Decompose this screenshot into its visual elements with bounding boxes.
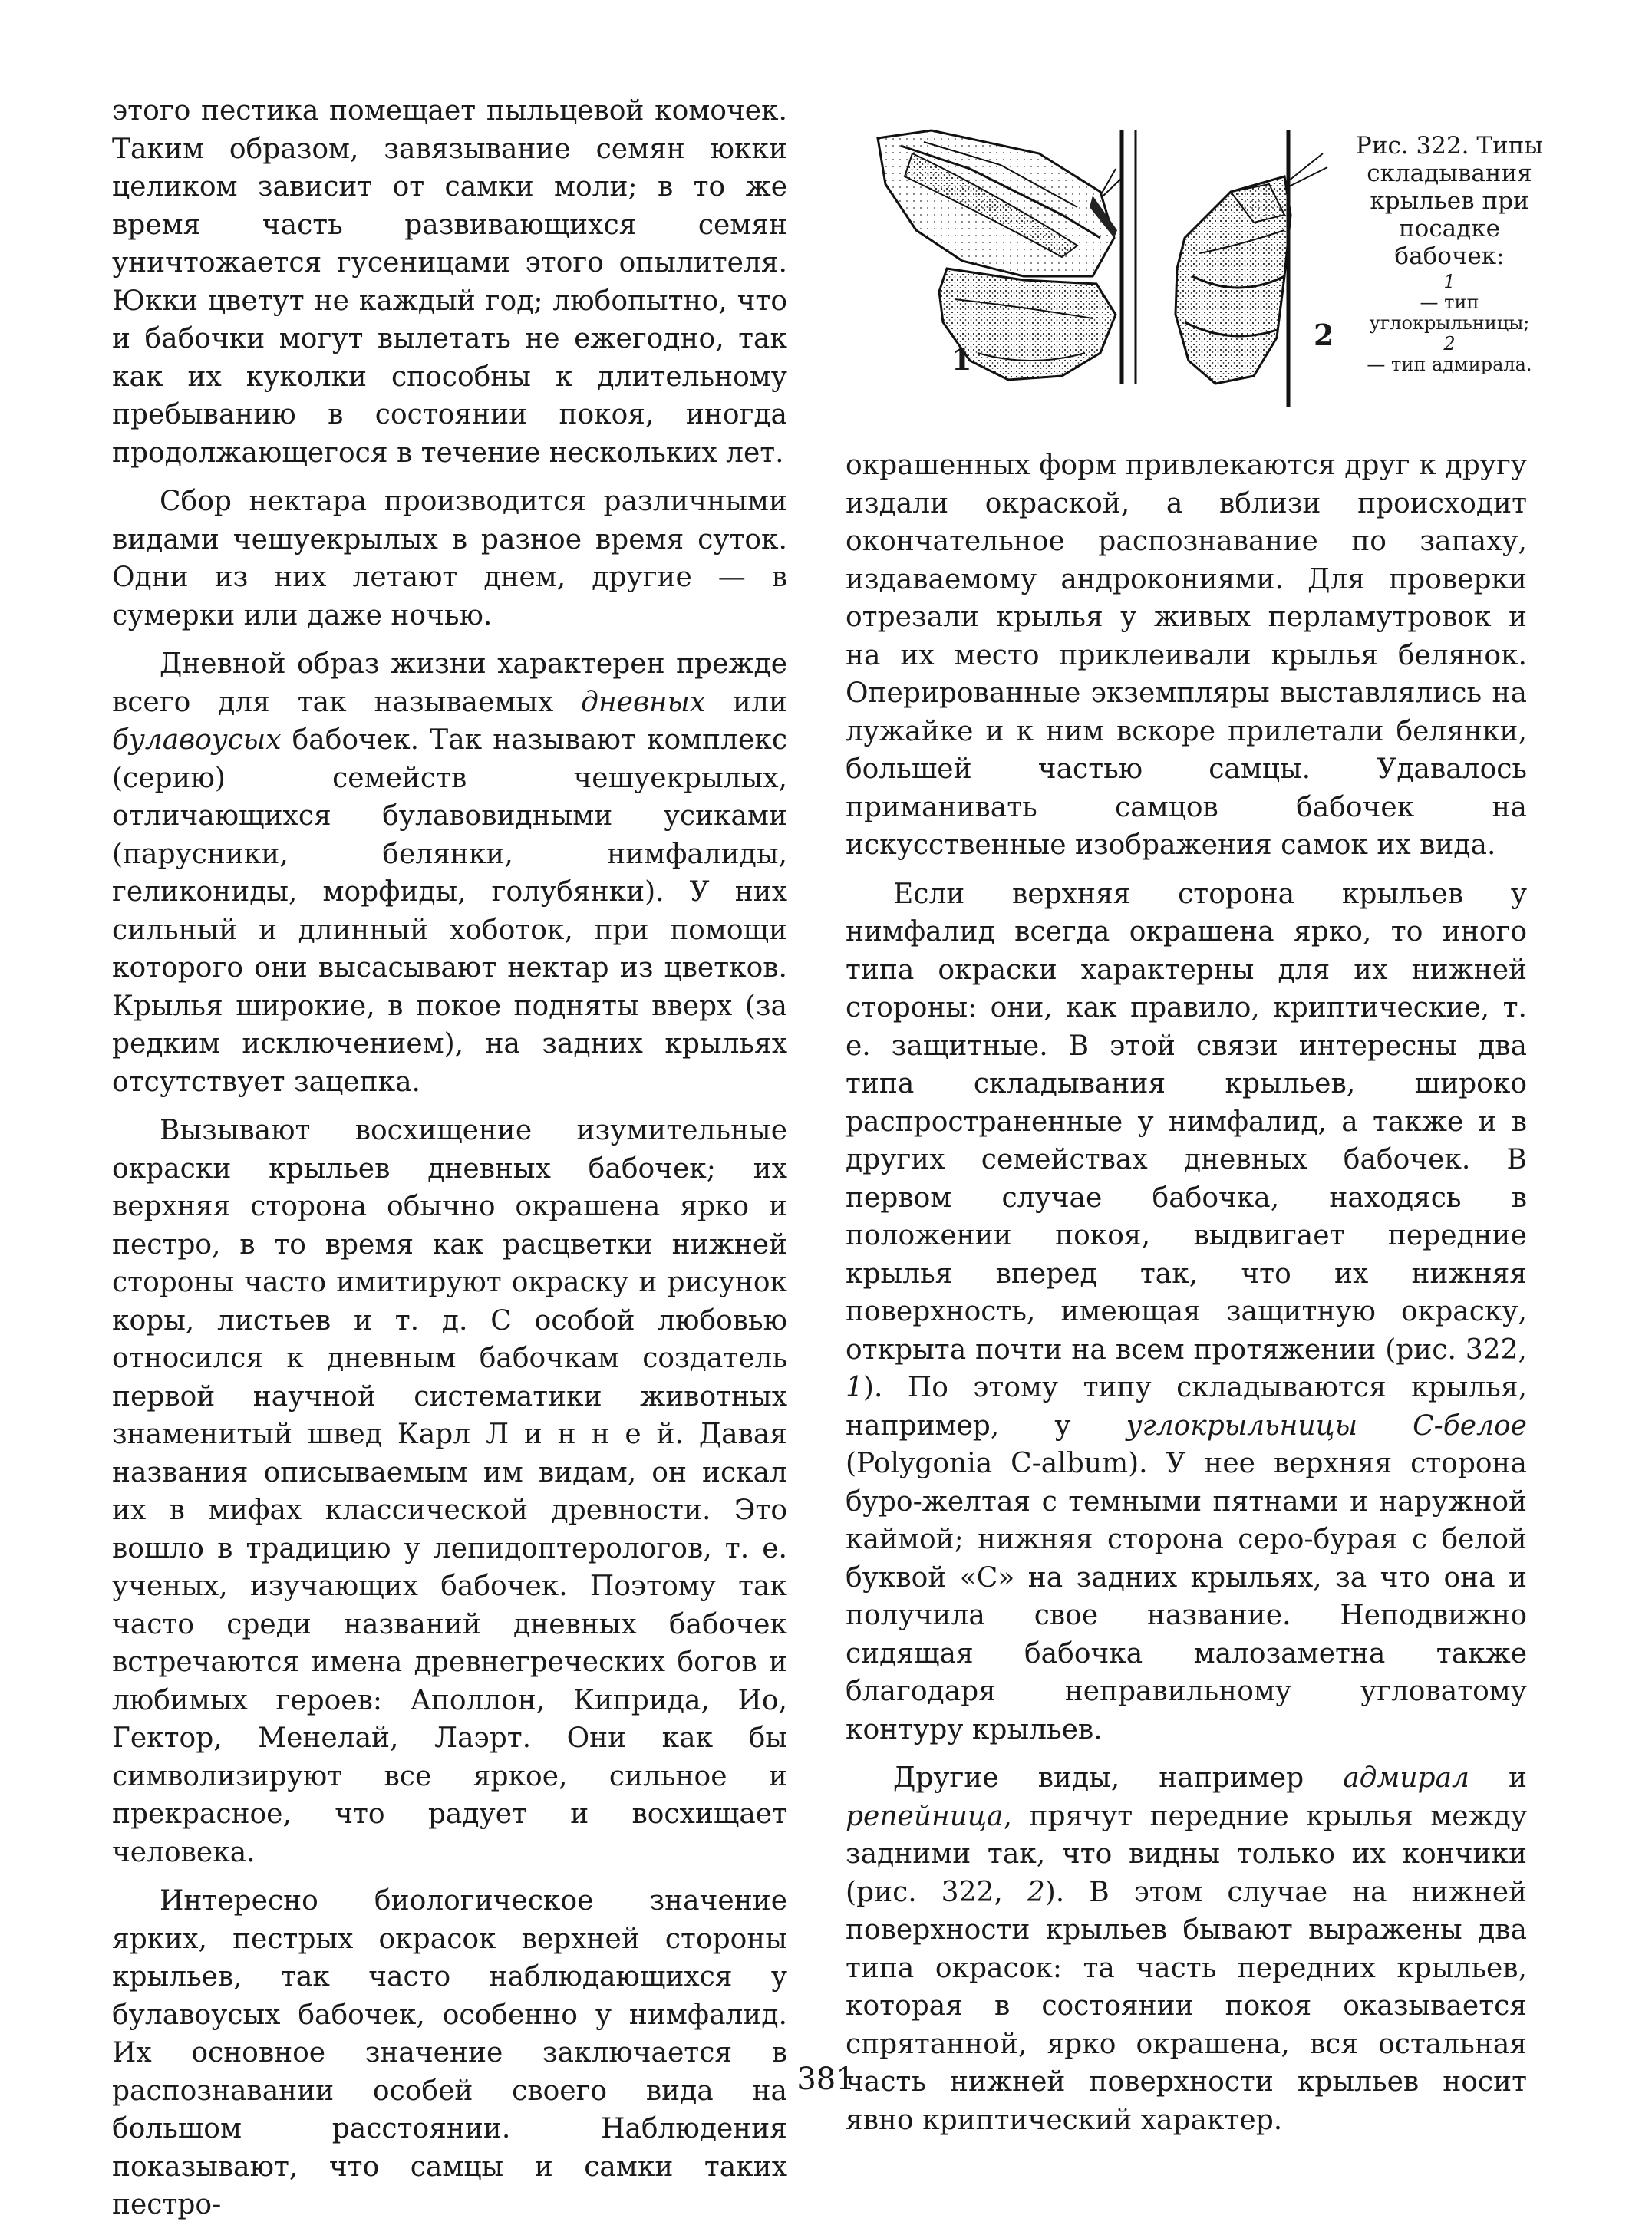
right-text-column	[846, 447, 1527, 2150]
text-run: , прячут передние крылья между задними так, что видны только их кончики (рис. 322,	[846, 1800, 1527, 1908]
italic-term: углокрыльницы С-белое	[1126, 1409, 1527, 1442]
text-run: бабочек. Так называют комплекс (серию) семейств чешуекрылых, отличающихся булавовидными усиками (парусники, белянки, нимфалиды, геликониды, морфиды, голубянки). У них сильный и длинный хоботок, при помощи которого они высасывают нектар из цветков. Крылья широкие, в покое подняты вверх (за редким исключением), на задних крыльях отсутствует зацепка.	[112, 724, 787, 1098]
italic-term: репейница	[846, 1800, 1004, 1832]
italic-term: булавоусых	[112, 724, 282, 756]
text-run: (Polygonia C-album). У нее верхняя сторона буро-желтая с темными пятнами и наружной каймой; нижняя сторона серо-бурая с белой буквой «С» на задних крыльях, за что она и получила свое название. Неподвижно сидящая бабочка малозаметна также благодаря неправильному угловатому контуру крыльев.	[846, 1448, 1527, 1745]
butterfly-wing-folding-drawing	[870, 123, 1340, 430]
italic-term: адмирал	[1343, 1762, 1469, 1794]
left-text-column	[112, 92, 787, 2235]
text-run: ). По этому типу складываются крылья, например, у	[846, 1372, 1527, 1442]
text-run: и	[1469, 1762, 1528, 1794]
paragraph	[846, 875, 1527, 1749]
figure-322-illustration	[870, 123, 1340, 430]
legend-item-1	[1349, 272, 1550, 334]
paragraph: Сбор нектара производится различными видами чешуекрылых в разное время суток. Одни из них летают днем, другие — в сумерки или даже ночью.	[112, 486, 787, 631]
paragraph	[112, 645, 787, 1101]
butterfly-type-2-icon	[1176, 130, 1327, 407]
italic-term: 1	[846, 1372, 863, 1403]
legend-text: — тип адмирала.	[1367, 354, 1532, 375]
paragraph: этого пестика помещает пыльцевой комочек. Таким образом, завязывание семян юкки целиком зависит от самки моли; в то же время часть развивающихся семян уничтожается гусеницами этого опылителя. Юкки цветут не каждый год; любопытно, что и бабочки могут вылетать не ежегодно, так как их куколки способны к длительному пребыванию в состоянии покоя, иногда продолжающегося в течение нескольких лет.	[112, 95, 787, 469]
butterfly-type-1-icon	[878, 130, 1136, 384]
paragraph: Вызывают восхищение изумительные окраски крыльев дневных бабочек; их верхняя сторона обычно окрашена ярко и пестро, в то время как расцветки нижней стороны часто имитируют окраску и рисунок коры, листьев и т. д. С особой любовью относился к дневным бабочкам создатель первой научной систематики животных знаменитый швед Карл Л и н н е й. Давая названия описываемым им видам, он искал их в мифах классической древности. Это вошло в традицию у лепидоптерологов, т. е. ученых, изучающих бабочек. Поэтому так часто среди названий дневных бабочек встречаются имена древнегреческих богов и любимых героев: Аполлон, Киприда, Ио, Гектор, Менелай, Лаэрт. Они как бы символизируют все яркое, сильное и прекрасное, что радует и восхищает человека.	[112, 1115, 787, 1868]
paragraph: окрашенных форм привлекаются друг к другу издали окраской, а вблизи происходит окончательное распознавание по запаху, издаваемому андрокониями. Для проверки отрезали крылья у живых перламутровок и на их место приклеивали крылья белянок. Оперированные экземпляры выставлялись на лужайке и к ним вскоре прилетали белянки, большей частью самцы. Удавалось приманивать самцов бабочек на искусственные изображения самок их вида.	[846, 450, 1527, 861]
italic-term: 2	[1027, 1876, 1045, 1908]
legend-number: 1	[1443, 271, 1456, 292]
figure-label-2: 2	[1314, 318, 1334, 352]
text-run: Дневной образ жизни характерен прежде всего для так называемых	[112, 648, 787, 718]
text-run: Другие виды, например	[893, 1762, 1344, 1794]
legend-number: 2	[1443, 333, 1456, 354]
text-run: ). В этом случае на нижней поверхности крыльев бывают выражены два типа окрасок: та часть передних крыльев, которая в состоянии покоя оказывается спрятанной, ярко окрашена, вся остальная часть нижней поверхности крыльев носит явно криптический характер.	[846, 1876, 1527, 2136]
figure-caption	[1349, 132, 1550, 375]
text-run: Если верхняя сторона крыльев у нимфалид всегда окрашена ярко, то иного типа окраски характерны для их нижней стороны: они, как правило, криптические, т. е. защитные. В этой связи интересны два типа складывания крыльев, широко распространенные у нимфалид, а также и в других семействах дневных бабочек. В первом случае бабочка, находясь в положении покоя, выдвигает передние крылья вперед так, что их нижняя поверхность, имеющая защитную окраску, открыта почти на всем протяжении (рис. 322,	[846, 878, 1527, 1366]
figure-label-1: 1	[951, 342, 972, 377]
legend-text: — тип углокрыльницы;	[1369, 292, 1530, 334]
caption-title: Рис. 322. Типы складывания крыльев при посадке бабочек:	[1355, 132, 1544, 270]
italic-term: дневных	[581, 686, 706, 718]
page-number: 381	[796, 2062, 856, 2097]
caption-legend	[1349, 272, 1550, 375]
text-run: или	[705, 686, 787, 718]
legend-item-2	[1349, 334, 1550, 375]
paragraph: Интересно биологическое значение ярких, пестрых окрасок верхней стороны крыльев, так часто наблюдающихся у булавоусых бабочек, особенно у нимфалид. Их основное значение заключается в распознавании особей своего вида на большом расстоянии. Наблюдения показывают, что самцы и самки таких пестро-	[112, 1885, 787, 2220]
